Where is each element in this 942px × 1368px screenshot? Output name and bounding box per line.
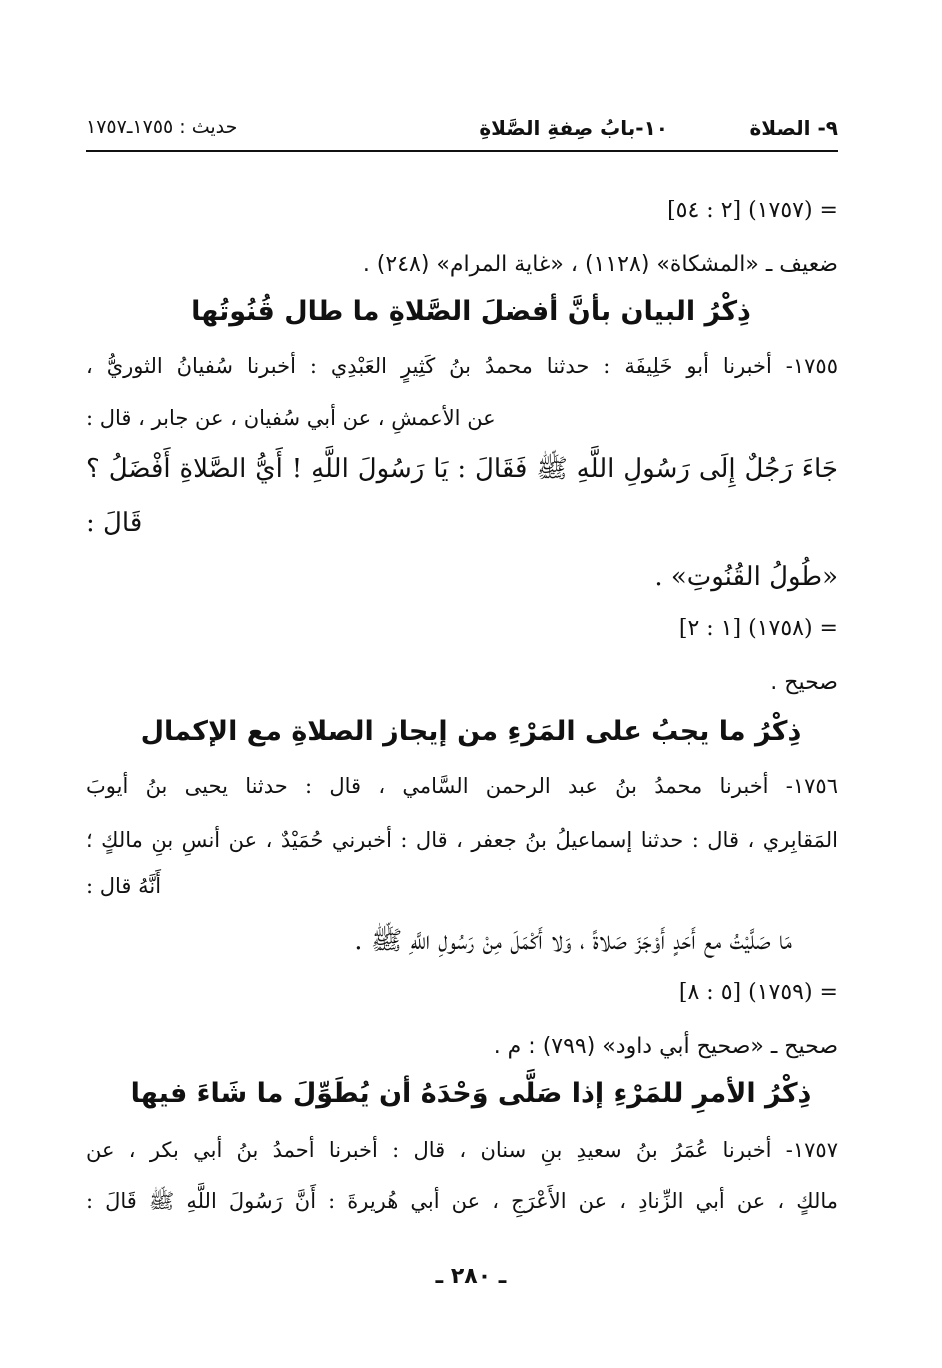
- hadith-text: ١٧٥٧- أخبرنا عُمَرُ بنُ سعيدِ بنِ سنان ، قال : أخبرنا أحمدُ بنُ أبي بكر ، عن: [86, 1138, 838, 1162]
- hadith-text: مالكٍ ، عن أبي الزِّنادِ ، عن الأَعْرَجِ ، عن أبي هُريرةَ : أَنَّ رَسُولَ اللَّهِ ﷺ قَالَ :: [86, 1189, 838, 1213]
- hadith-matn: قَالَ :: [86, 508, 143, 538]
- reference-line: = (١٧٥٧) [٢ : ٥٤]: [667, 198, 838, 223]
- grading-line: ضعيف ـ «المشكاة» (١١٢٨) ، «غاية المرام» (٢٤٨) .: [362, 252, 838, 277]
- reference-line: = (١٧٥٨) [١ : ٢]: [678, 616, 838, 641]
- hadith-text: عن الأعمشِ ، عن أبي سُفيان ، عن جابر ، قال :: [86, 406, 496, 430]
- hadith-matn: «طُولُ القُنُوتِ» .: [654, 562, 838, 592]
- hadith-text: المَقابِري ، قال : حدثنا إسماعيلُ بنُ جعفر ، قال : أخبرني حُمَيْدٌ ، عن أنسِ بنِ مالكٍ ؛: [86, 828, 838, 852]
- header-bab: ١٠-بابُ صِفةِ الصَّلاةِ: [479, 116, 668, 140]
- section-heading: ذِكْرُ ما يجبُ على المَرْءِ من إيجاز الصلاةِ مع الإكمال: [140, 716, 802, 747]
- section-heading: ذِكْرُ البيان بأنَّ أفضلَ الصَّلاةِ ما طال قُنُوتُها: [191, 296, 751, 327]
- header-rule: [86, 150, 838, 152]
- hadith-text: أَنَّهُ قال :: [86, 874, 162, 898]
- hadith-matn: مَا صَلَّيْتُ مع أَحَدٍ أَوْجَزَ صَلاةً ، وَلا أَكْمَلَ مِنْ رَسُولِ اللَّهِ ﷺ .: [354, 926, 792, 956]
- header-chapter: ٩- الصلاة: [749, 116, 838, 140]
- reference-line: = (١٧٥٩) [٥ : ٨]: [678, 980, 838, 1005]
- section-heading: ذِكْرُ الأمرِ للمَرْءِ إذا صَلَّى وَحْدَهُ أن يُطَوِّلَ ما شَاءَ فيها: [130, 1078, 812, 1109]
- page-number: ـ ٢٨٠ ـ: [435, 1264, 507, 1289]
- page-header: [86, 112, 838, 146]
- grading-line: صحيح .: [770, 670, 838, 695]
- grading-line: صحيح ـ «صحيح أبي داود» (٧٩٩) : م .: [493, 1034, 838, 1059]
- hadith-text: ١٧٥٥- أخبرنا أبو خَلِيفَة : حدثنا محمدُ بنُ كَثِيرٍ العَبْدِي : أخبرنا سُفيانُ الثوريُّ ،: [86, 354, 838, 378]
- hadith-text: ١٧٥٦- أخبرنا محمدُ بنُ عبد الرحمن السَّامي ، قال : حدثنا يحيى بنُ أيوبَ: [86, 774, 838, 798]
- header-hadith-range: حديث : ١٧٥٥ـ١٧٥٧: [86, 116, 238, 138]
- hadith-matn: جَاءَ رَجُلٌ إِلَى رَسُولِ اللَّهِ ﷺ فَقَالَ : يَا رَسُولَ اللَّهِ ! أَيُّ الصَّلاةِ أَفْضَلُ ؟: [86, 454, 838, 484]
